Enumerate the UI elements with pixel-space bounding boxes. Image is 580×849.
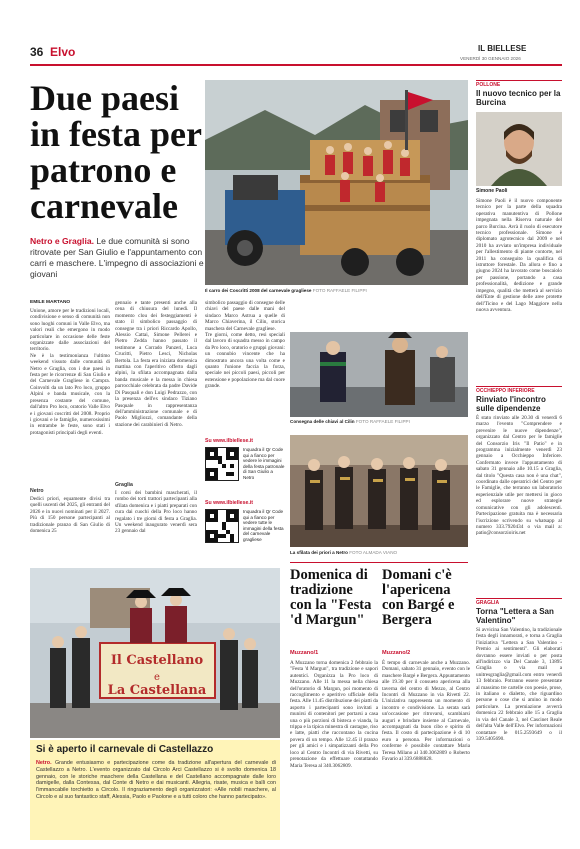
issue-date: VENERDÌ 30 GENNAIO 2026 xyxy=(460,56,521,61)
castellazzo-text xyxy=(36,760,276,801)
side-text-pollone: Simone Paoli è il nuovo componente tecnico per la parte della squadra operativa manutentiva di Pollone impegnata nella Riserva naturale del parco Burcina. Avrà il ruolo di esecutore tecnico professionale. Simone è diplomato agrotecnico dal 2009 e nel 2010 ha avviato un'impresa individuale per l'allestimento di piante contorte, nel 2011 ha conseguito la qualifica di istruttore forestale. Da allora e fino a giugno 2024 ha lavorato come boscaiolo per passione, portando a casa professionalità, dedizione e grande impegno, qualità che metterà al servizio dell'Ente di gestione delle aree protette dell'Ticino e del Lago Maggiore nella nuova avventura. xyxy=(476,198,562,313)
apericena-title: Domani c'è l'apericena con Bargé e Bergera xyxy=(382,567,455,628)
castellazzo-title: Si è aperto il carnevale di Castellazzo xyxy=(36,744,214,755)
priori-parade-photo xyxy=(290,435,468,547)
side-rule xyxy=(476,386,562,387)
apericena-text: È tempo di carnevale anche a Muzzano. Domani, sabato 31 gennaio, evento con le maschere Bargé e Bergera. Appuntamento alle 19.30 per il consueto apericena alla taverna del centro di Mezzo, al Centro Incontri di Muzzano in via Rivetti 22. L'iniziativa rappresenta un momento di incontro e condivisione. La serata sarà un'occasione per ritrovarsi, scambiarsi auguri e brindare insieme al Carnevale, accompagnati da buon cibo e spirito di festa. Il costo di partecipazione è di 10 euro a persona. Per informazioni o conferme è possibile contattare Maria Teresa Milano al 340.3062809 o Roberto Favario al 339.6888828. xyxy=(382,660,470,763)
svg-text:Il Castellano: Il Castellano xyxy=(110,653,204,668)
side-text-occhieppo: È stato rinviato alle 20.30 di venerdì 6 marzo l'evento "Comprendere e prevenire le nuove dipendenze", organizzato dal Centro per le famiglie del Consorzio Iris "Il Patio" e in programma inizialmente venerdì 23 gennaio a Occhieppo Inferiore. Confermato invece l'appuntamento di sabato 31 gennaio alle 10.15 a Graglia, dal titolo "Questa casa non è una chat", coordinato dalle operatrici del Centro per le Famiglie, che terranno un laboratorio esperienziale utile per mettersi in gioco ed esplorare nuove strategie comunicative con gli adolescenti. Partecipazione gratuita ma è necessaria l'iscrizione scrivendo su whatsapp al numero 333.7920434 o via mail a: patio@consorzioiris.net xyxy=(476,415,562,537)
article-column-3: simbolico passaggio di consegne delle chiavi del paese dalle mani del sindaco Marco Astrua a quelle di Marco Chiaverina, il Cilin, storica maschera del Carnevale gragliese. Tre giorni, come detto, resi speciali dal lavoro di squadra messo in campo da Pro loco, oratorio e gruppi giovani: un connubio vincente che ha dimostrato ancora una volta come e quanto l'unione faccia la forza, speciale nei piccoli paesi, piccoli per estensione e popolazione ma dal cuore grande. xyxy=(205,300,285,390)
article-column-1: Unione, amore per le tradizioni locali, condivisione e senso di comunità non sono luoghi comuni in Valle Elvo, ma valori reali che emergono in modo particolare in occasione delle feste organizzate dalle associazioni del territorio. Ne è la testimonianza l'ultimo weekend vissuto dalle comunità di Netro e Graglia, con i due paesi in festa per le ricorrenze di San Giulio e del Carnevale Gragliese in Campra. Coinvolti da un lato Pro loco, gruppo Alpini e banda musicale, con la presenza costante del comune, dall'altro Pro loco, oratorio Valle Elvo e i giovani coscritti del 2008. Proprio i giovani e le famiglie, numerosissimi in entrambe le feste, sono stati i protagonisti principali degli eventi. xyxy=(30,308,110,436)
svg-text:e: e xyxy=(154,672,160,683)
photo2-caption xyxy=(290,419,410,424)
side-text-graglia: Si avvicina San Valentino, la tradizionale festa degli innamorati, e torna a Graglia l'iniziativa "Lettera a San Valentino - Premio ai sentimenti". Gli elaborati dovranno essere inviati o per posta all'indirizzo via Del Canale 3, 13895 Graglia o via mail a unitresgraglia@gmail.com entro venerdì 13 febbraio. Potranno essere presentate al massimo tre cartelle con poesie, prose, in italiano o dialetto, che riguardino persone o cose che si amino in modo particolare. La premiazione avverrà domenica 22 febbraio alle 15 a Graglia in via del Canale 3, nel Cascinet Reale dell'alta Valle dell'Elvo. Per informazioni contattare le 015.2593649 o il 339.5405690. xyxy=(476,627,562,742)
side-kicker-occhieppo: OCCHIEPPO INFERIORE xyxy=(476,388,535,394)
margun-text: A Muzzano torna domenica 2 febbraio la "Festa 'd Margun", tra tradizione e sapori autentici. Organizza la Pro loco di Muzzano. Alle 11 la messa nella chiesa dell'oratorio di Margun, poi momento di raccoglimento e aperitivo ufficiale della festa. Alle 11.45 distribuzione dei piatti da asporto i partecipanti sono invitati a munirsi di contenitori per portarsi a casa una o più porzioni di bisteca e vianda, la trippa e la tipica minestra di castagne, riso e latte, piatti che raccontano la cucina povera di un tempo. Alle 12.45 il pranzo per gli amici e i simpatizzanti della Pro loco al Centro Incontri di via Rivetti, su prenotazione da effettuare contattando Maria Teresa al 340.3062809. xyxy=(290,660,378,769)
margun-kicker: Muzzano/1 xyxy=(290,650,319,656)
castellazzo-body: Grande entusiasmo e partecipazione come da tradizione all'apertura del carnevale di Castellazzo a Netro. L'evento organizzato dal Circolo Arci Castellazzo si è svolto domenica 18 gennaio, con le storiche maschere della Castellana e del Castellano accompagnate dalle loro damigelle, dalla Contessa, dal Conte di Netro e dai musicanti. Allegria, risate, musica e balli con l'immancabile torchietto a Circolo. Il ringraziamento degli organizzatori: «Alle nobili maschere, al Circolo e al suo fantastico staff, Alessia, Paolo e Paolone e a tutti coloro che hanno partecipato». xyxy=(36,760,276,800)
portrait-caption: Simone Paoli xyxy=(476,188,508,194)
keys-handover-photo xyxy=(290,332,468,417)
subhead-graglia: Graglia xyxy=(115,482,133,488)
portrait-photo xyxy=(476,112,562,186)
web-link-text-2: Inquadra il Qr Code qui a fianco per vedere tutte le immagini della festa del carnevale gragliese xyxy=(243,509,284,542)
qr-code-icon[interactable] xyxy=(205,447,239,481)
caption-credit: FOTO RAFFAELE FILIPPI xyxy=(311,288,367,293)
web-link-heading-1: Su www.ilbiellese.it xyxy=(205,438,253,444)
main-subhead xyxy=(30,236,205,280)
main-photo-caption xyxy=(205,288,367,293)
margun-title: Domenica di tradizione con la "Festa 'd Margun" xyxy=(290,567,372,628)
byline: EMILE MARTANO xyxy=(30,300,71,305)
article-column-1b: Dedici priori, equamente divisi tra quelli uscenti del 2025, gli entranti del 2026 e in nuovi nominati per il 2027. Più di 150 persone partecipanti al tradizionale pranzo di San Giulio di domenica 25 xyxy=(30,496,110,535)
side-kicker-graglia: GRAGLIA xyxy=(476,600,500,606)
page-number: 36 xyxy=(30,45,44,59)
side-rule xyxy=(476,598,562,599)
web-link-heading-2: Su www.ilbiellese.it xyxy=(205,500,253,506)
header-rule xyxy=(30,64,562,66)
subhead-text: Le due comunità si sono ritrovate per San Giulio e l'appuntamento con carri e maschere. L'impegno di associazioni e giovani xyxy=(30,236,204,279)
side-title-pollone: Il nuovo tecnico per la Burcina xyxy=(476,89,561,107)
side-kicker-pollone: POLLONE xyxy=(476,82,501,88)
castellazzo-lead: Netro. xyxy=(36,760,52,766)
side-title-graglia: Torna "Lettera a San Valentino" xyxy=(476,607,554,625)
newspaper-brand: IL BIELLESE xyxy=(478,44,527,53)
subhead-netro: Netro xyxy=(30,488,44,494)
article-column-2b: I corsi dei bambini mascherati, il rombo dei torti trattori partecipanti alla sfilata domenica e i piatti preparati con cura dai cuochi della Pro loco hanno regalato i tre giorni di festa a Graglia. Un weekend inaugurato venerdì sera 23 gennaio dal xyxy=(115,490,197,535)
web-link-text-1: Inquadra il Qr Code qui a fianco per vedere le immagini della festa patronale di San Giulio a Netro xyxy=(243,447,285,480)
bottom-rule xyxy=(290,562,468,563)
caption-text: Il carro dei Coscritti 2008 del carnevale gragliese xyxy=(205,288,312,293)
carnival-float-photo xyxy=(205,80,468,285)
svg-text:La Castellana: La Castellana xyxy=(107,683,207,698)
section-name: Elvo xyxy=(50,45,76,59)
castellazzo-carnival-photo xyxy=(30,568,280,738)
side-rule xyxy=(476,80,562,81)
caption-text: La sfilata dei priori a Netro xyxy=(290,550,348,555)
side-title-occhieppo: Rinviato l'incontro sulle dipendenze xyxy=(476,395,546,413)
photo3-caption xyxy=(290,550,397,555)
apericena-kicker: Muzzano/2 xyxy=(382,650,411,656)
caption-credit: FOTO ALMADA VIANO xyxy=(347,550,398,555)
main-headline: Due paesi in festa per patrono e carnevale xyxy=(30,78,202,226)
subhead-lead: Netro e Graglia. xyxy=(30,236,94,246)
caption-text: Consegna delle chiavi al Cilin xyxy=(290,419,355,424)
qr-code-icon[interactable] xyxy=(205,509,239,543)
article-column-2: gennaio e tante presenti anche alla cena di chiusura del lunedì. Il momento clou dei festeggiamenti è stato il simbolico passaggio di consegne tra i priori Riccardo Apollo, Alessio Cattai, Simone Pellerei e Pietro Zedda hanno passato il testimone a Corrado Panzeri, Luca Crucitti, Pietro Lesci, Nicholas Bertola. La festa era iniziata domenica mattina con l'aperitivo offerto dagli alpini, la sfilata accompagnata dalla banda musicale e la messa in chiesa parrocchiale celebrata da padre Davide Di Pasquali e don Luigi Pedrazzo, con la presenza dell'ex sindaco Tiziano Pasquale in rappresentanza dell'amministrazione comunale e di Paolo Migliozzi, comandante della stazione dei carabinieri di Netro. xyxy=(115,300,197,428)
caption-credit: FOTO RAFFAELE FILIPPI xyxy=(354,419,410,424)
